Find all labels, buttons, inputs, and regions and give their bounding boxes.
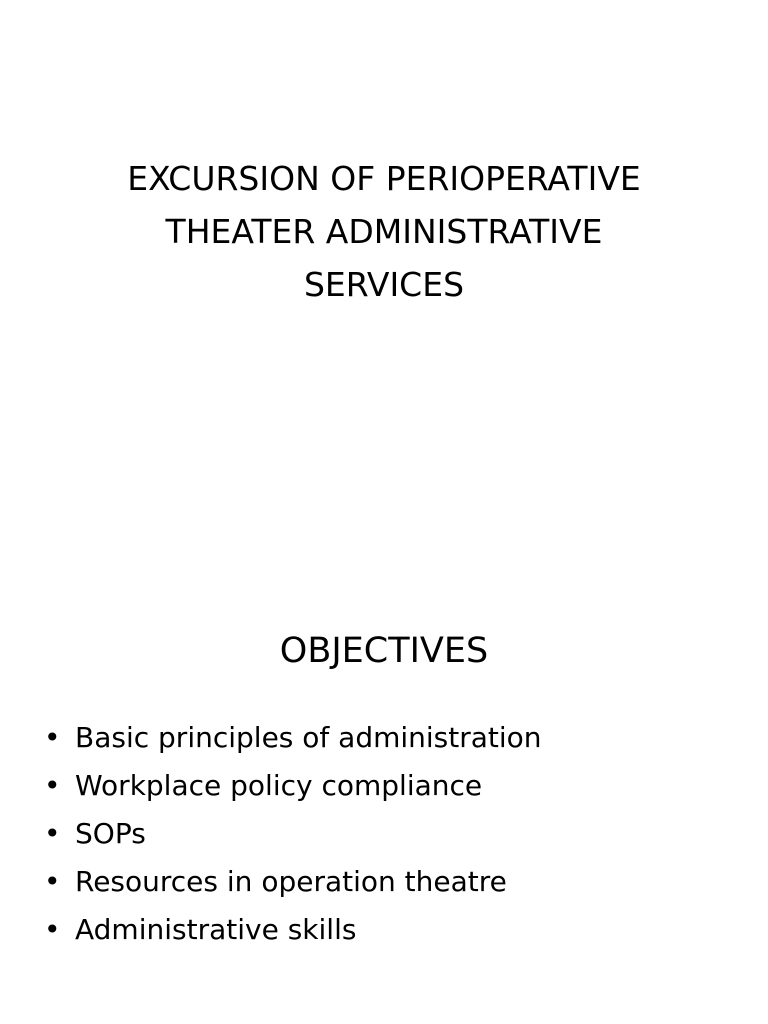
list-item-text: Basic principles of administration	[75, 721, 542, 754]
objectives-heading: OBJECTIVES	[279, 631, 489, 671]
list-item	[44, 762, 744, 810]
list-item-text: SOPs	[75, 817, 146, 850]
list-item	[44, 810, 744, 858]
bullet-icon: •	[44, 769, 61, 802]
slide-title	[40, 152, 728, 311]
bullet-icon: •	[44, 817, 61, 850]
list-item-text: Administrative skills	[75, 913, 357, 946]
bullet-icon: •	[44, 721, 61, 754]
list-item-text: Workplace policy compliance	[75, 769, 483, 802]
title-line: SERVICES	[303, 265, 465, 304]
title-line: EXCURSION OF PERIOPERATIVE	[127, 159, 641, 198]
objectives-list	[44, 714, 744, 954]
list-item	[44, 906, 744, 954]
bullet-icon: •	[44, 913, 61, 946]
title-line: THEATER ADMINISTRATIVE	[165, 212, 603, 251]
list-item-text: Resources in operation theatre	[75, 865, 507, 898]
list-item	[44, 714, 744, 762]
bullet-icon: •	[44, 865, 61, 898]
objectives-slide	[0, 512, 768, 1024]
list-item	[44, 858, 744, 906]
